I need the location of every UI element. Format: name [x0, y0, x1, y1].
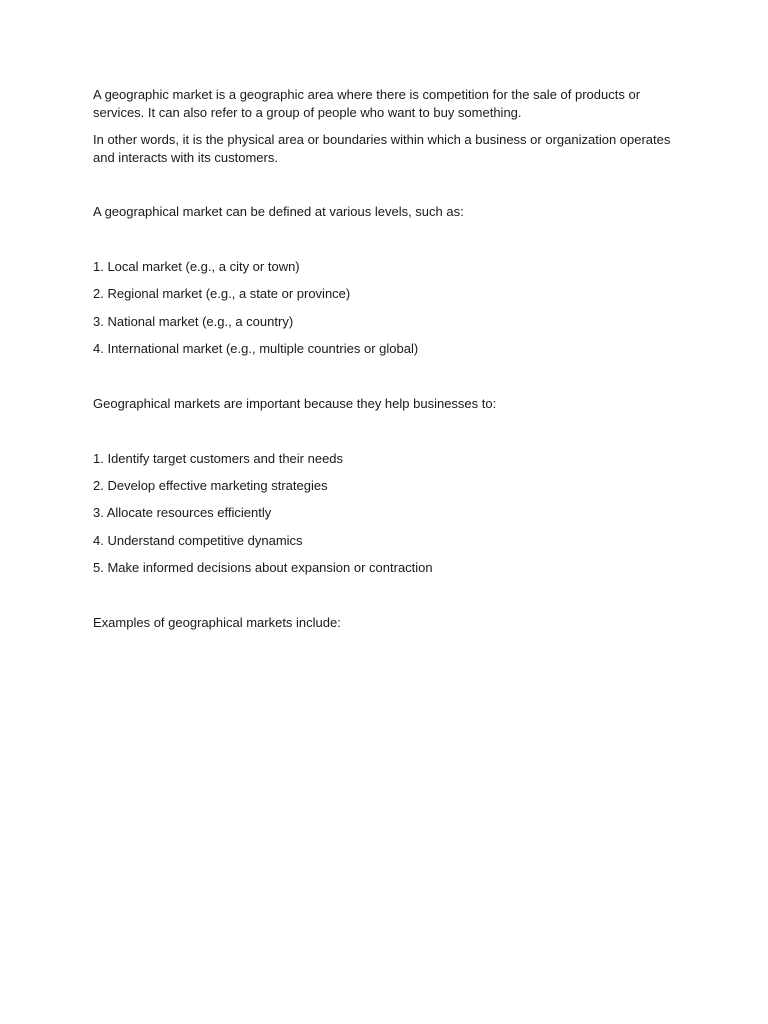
list-item: 5. Make informed decisions about expansion or contraction — [93, 560, 433, 576]
list-item: 3. National market (e.g., a country) — [93, 313, 294, 329]
importance-list — [93, 450, 683, 577]
importance-heading: Geographical markets are important because they help businesses to: — [93, 395, 497, 411]
list-item: 4. International market (e.g., multiple countries or global) — [93, 340, 419, 356]
list-item: 1. Identify target customers and their needs — [93, 450, 344, 466]
intro-paragraph-1: A geographic market is a geographic area where there is competition for the sale of products or services. It can also refer to a group of people who want to buy something. — [93, 87, 641, 120]
list-item: 3. Allocate resources efficiently — [93, 505, 272, 521]
list-item: 2. Develop effective marketing strategies — [93, 478, 328, 494]
list-item: 4. Understand competitive dynamics — [93, 532, 303, 548]
list-item: 2. Regional market (e.g., a state or province) — [93, 286, 351, 302]
examples-heading: Examples of geographical markets include: — [93, 615, 341, 631]
levels-heading: A geographical market can be defined at various levels, such as: — [93, 204, 464, 219]
levels-list — [93, 258, 683, 358]
intro-paragraph-2: In other words, it is the physical area or boundaries within which a business or organization operates and interacts with its customers. — [93, 132, 671, 165]
list-item: 1. Local market (e.g., a city or town) — [93, 259, 300, 274]
document-body — [93, 86, 683, 632]
